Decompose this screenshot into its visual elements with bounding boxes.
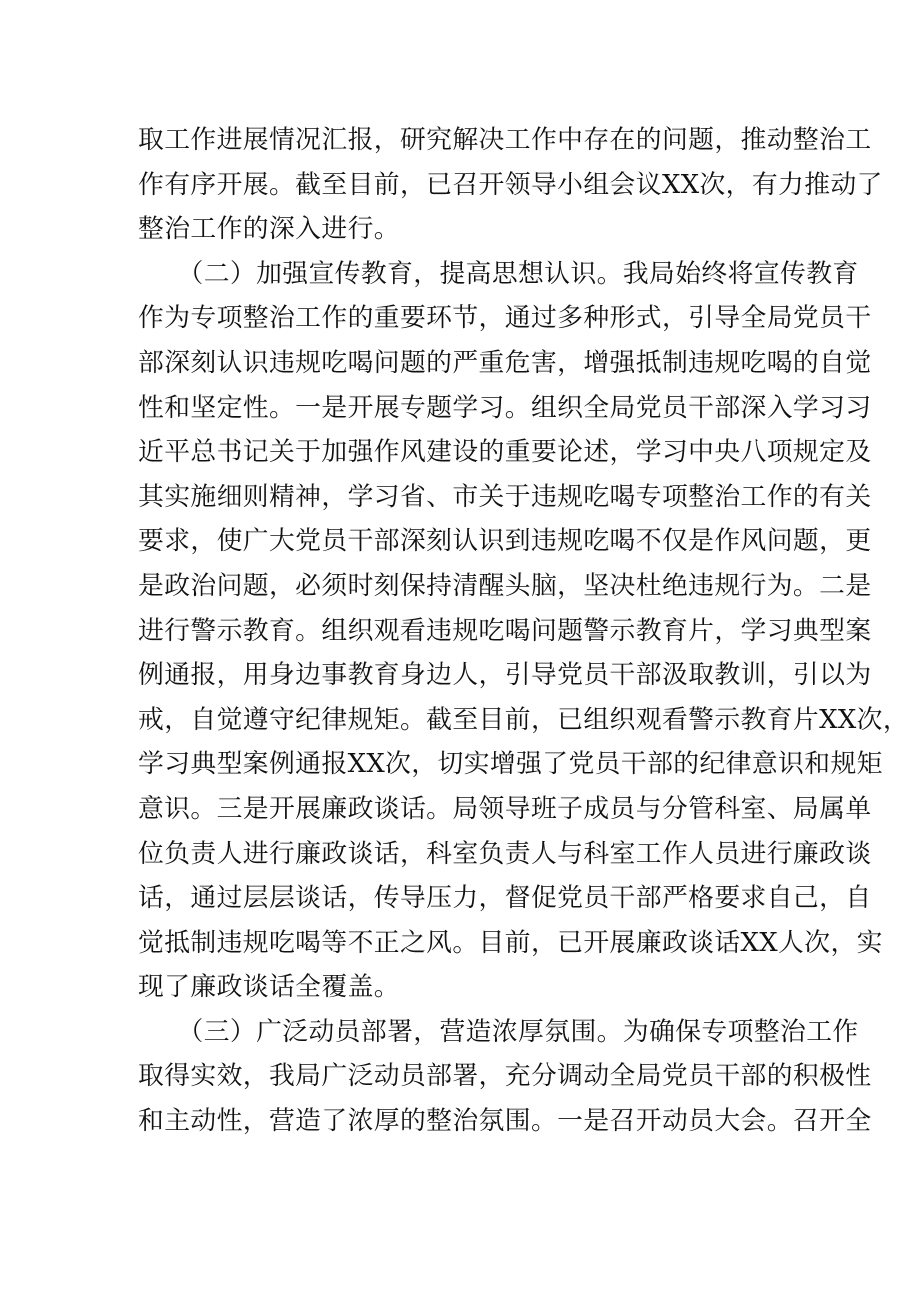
text-line: 性和坚定性。一是开展专题学习。组织全局党员干部深入学习习 xyxy=(138,392,872,423)
text-line: 和主动性，营造了浓厚的整治氛围。一是召开动员大会。召开全 xyxy=(138,1106,872,1137)
text-line: 现了廉政谈话全覆盖。 xyxy=(138,972,400,1003)
text-line: 话，通过层层谈话，传导压力，督促党员干部严格要求自己，自 xyxy=(138,883,872,914)
text-line: 是政治问题，必须时刻保持清醒头脑，坚决杜绝违规行为。二是 xyxy=(138,570,872,601)
text-line: 进行警示教育。组织观看违规吃喝问题警示教育片，学习典型案 xyxy=(138,615,872,646)
text-line: 作为专项整治工作的重要环节，通过多种形式，引导全局党员干 xyxy=(138,303,872,334)
text-line: 作有序开展。截至目前，已召开领导小组会议XX次，有力推动了 xyxy=(138,169,883,200)
text-line: 位负责人进行廉政谈话，科室负责人与科室工作人员进行廉政谈 xyxy=(138,838,872,869)
text-line: 近平总书记关于加强作风建设的重要论述，学习中央八项规定及 xyxy=(138,437,872,468)
section-heading-line: （三）广泛动员部署，营造浓厚氛围。为确保专项整治工作 xyxy=(138,1016,859,1047)
text-line: 部深刻认识违规吃喝问题的严重危害，增强抵制违规吃喝的自觉 xyxy=(138,347,872,378)
text-line: 整治工作的深入进行。 xyxy=(138,214,400,245)
text-line: 觉抵制违规吃喝等不正之风。目前，已开展廉政谈话XX人次，实 xyxy=(138,927,883,958)
text-line: 戒，自觉遵守纪律规矩。截至目前，已组织观看警示教育片XX次， xyxy=(138,704,910,735)
text-line: 要求，使广大党员干部深刻认识到违规吃喝不仅是作风问题，更 xyxy=(138,526,872,557)
text-line: 学习典型案例通报XX次，切实增强了党员干部的纪律意识和规矩 xyxy=(138,749,883,780)
text-line: 取工作进展情况汇报，研究解决工作中存在的问题，推动整治工 xyxy=(138,125,872,155)
section-heading-line: （二）加强宣传教育，提高思想认识。我局始终将宣传教育 xyxy=(138,258,859,289)
text-line: 取得实效，我局广泛动员部署，充分调动全局党员干部的积极性 xyxy=(138,1061,872,1092)
text-line: 其实施细则精神，学习省、市关于违规吃喝专项整治工作的有关 xyxy=(138,481,872,512)
text-line: 例通报，用身边事教育身边人，引导党员干部汲取教训，引以为 xyxy=(138,660,872,691)
document-body xyxy=(138,118,910,1144)
text-line: 意识。三是开展廉政谈话。局领导班子成员与分管科室、局属单 xyxy=(138,793,872,824)
